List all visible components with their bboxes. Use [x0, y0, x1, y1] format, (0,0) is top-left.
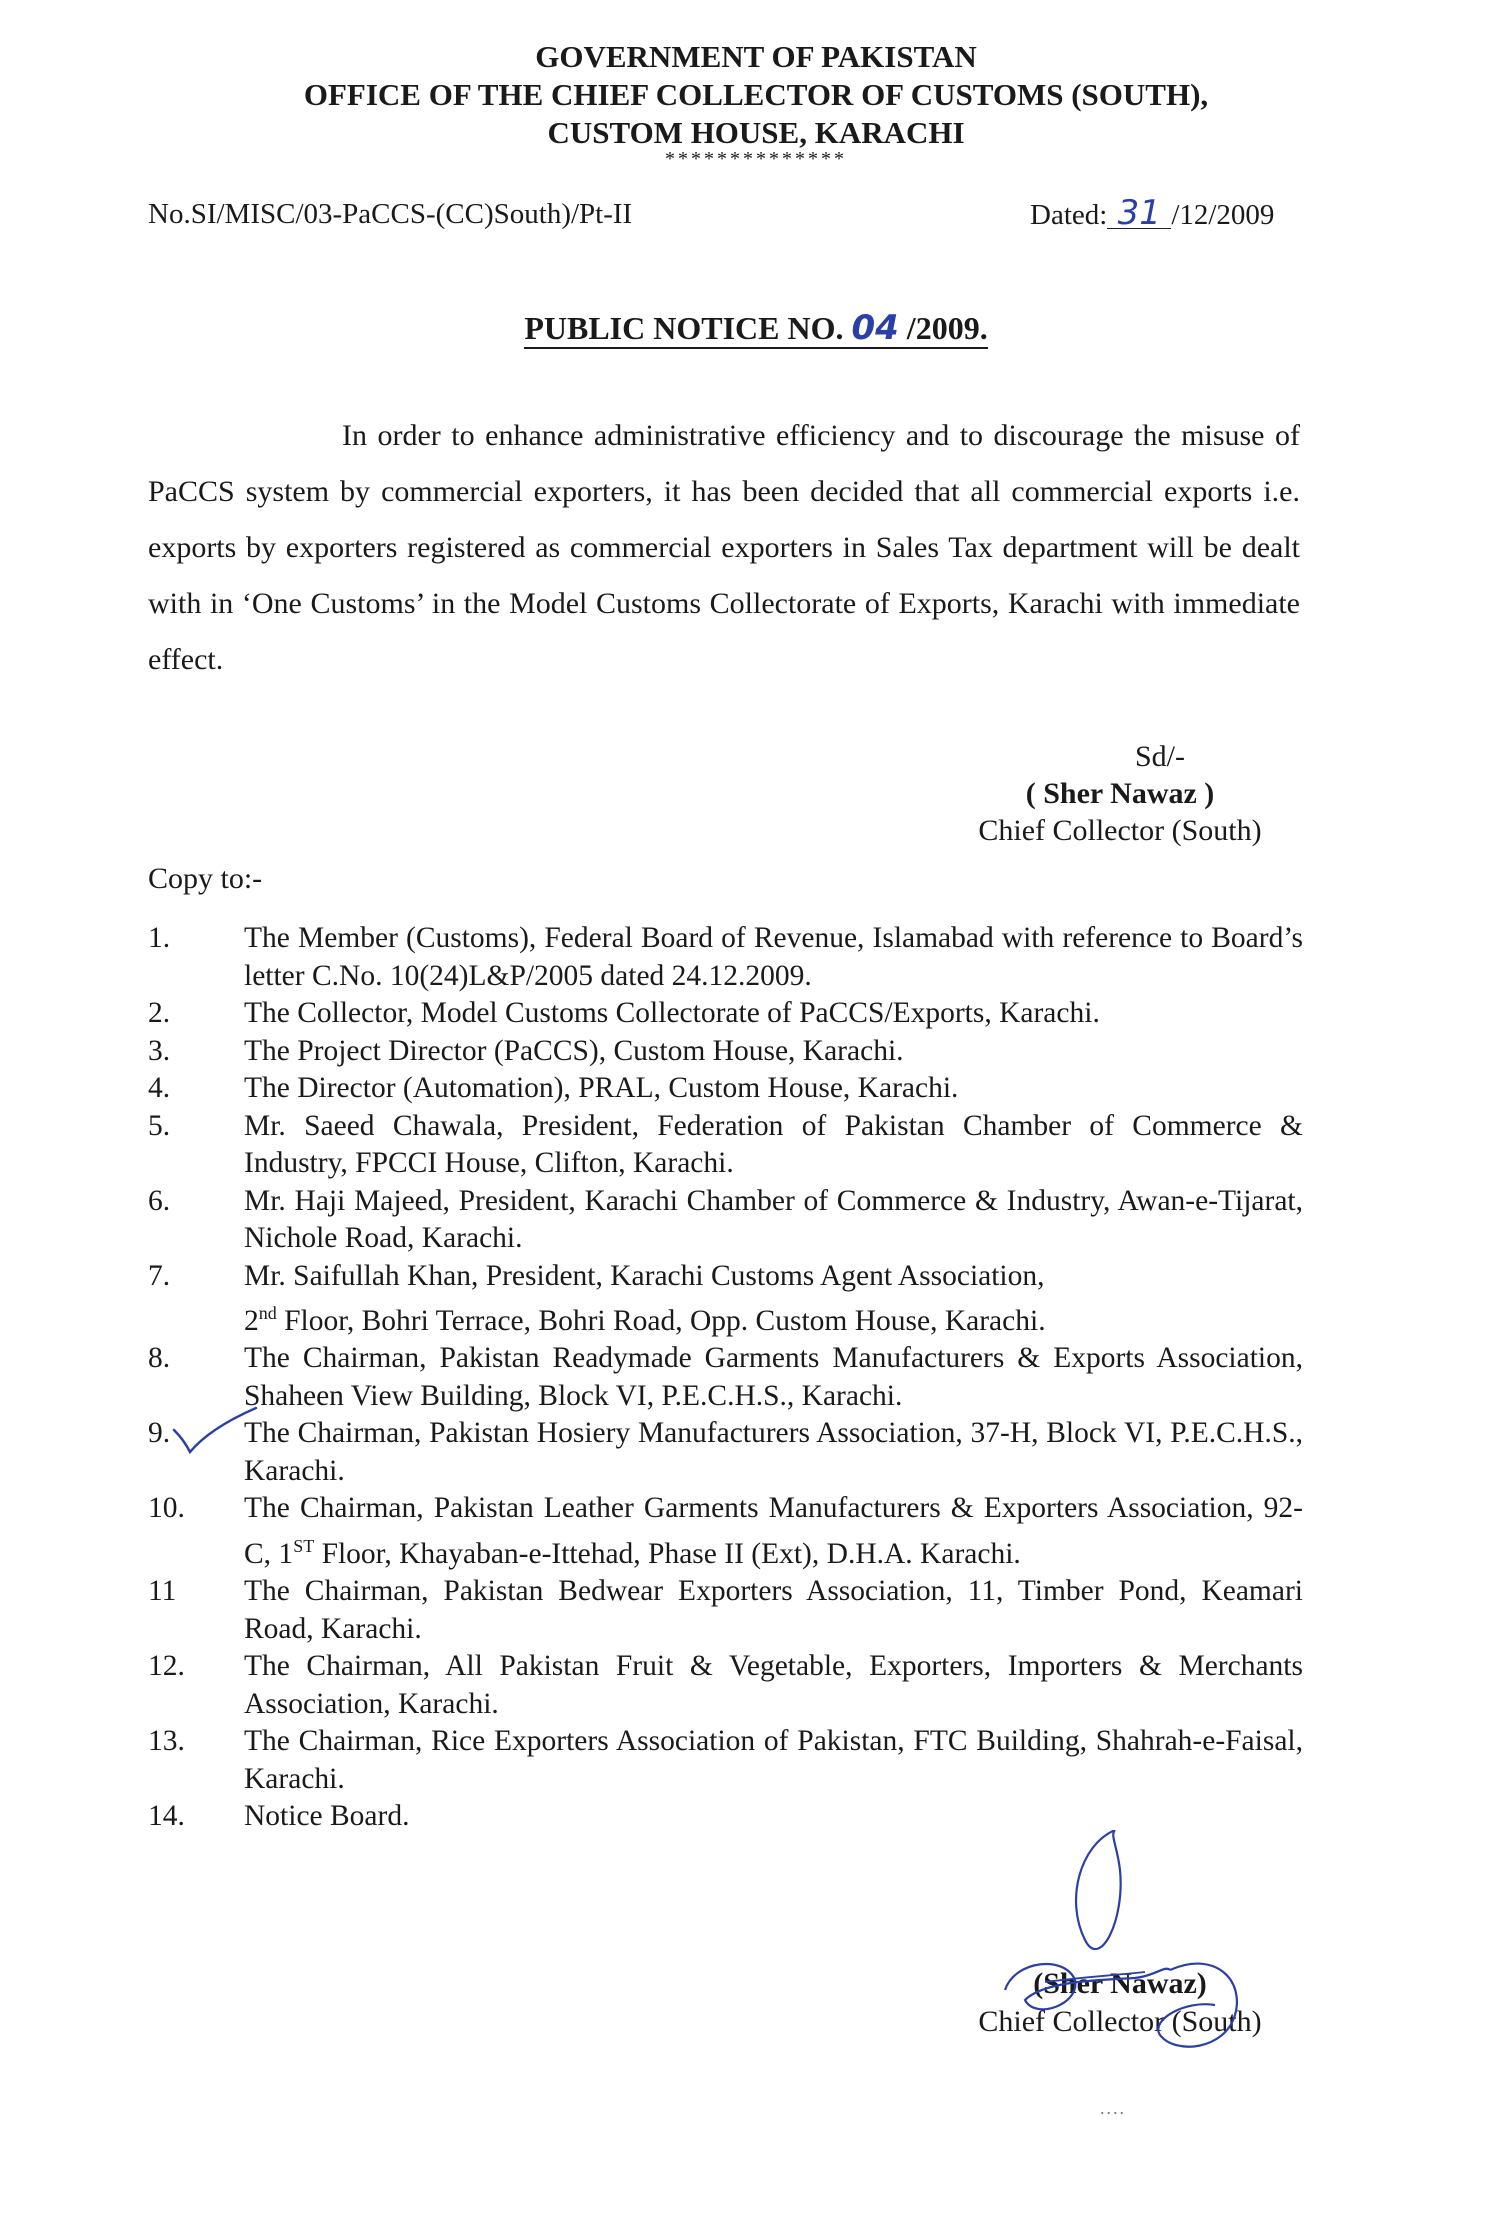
- list-item: 13. The Chairman, Rice Exporters Association of Pakistan, FTC Building, Shahrah-e-Faisal, Karachi.: [148, 1725, 1303, 1795]
- list-item: 2. The Collector, Model Customs Collectorate of PaCCS/Exports, Karachi.: [148, 997, 1100, 1029]
- copy-to-label: Copy to:-: [148, 862, 263, 895]
- notice-body: In order to enhance administrative efficiency and to discourage the misuse of PaCCS system by commercial exporters, it has been decided that all commercial exports i.e. exports by exporters registered as commercial exporters in Sales Tax department will be dealt with in ‘One Customs’ in the Model Customs Collectorate of Exports, Karachi with immediate effect.: [148, 419, 1300, 676]
- notice-number: 04: [851, 308, 899, 348]
- signatory-name-bottom: (Sher Nawaz): [1033, 1967, 1207, 2000]
- list-item: 7. Mr. Saifullah Khan, President, Karachi Customs Agent Association, 2nd Floor, Bohri Terrace, Bohri Road, Opp. Custom House, Karachi.: [148, 1259, 1046, 1337]
- list-item: 11 The Chairman, Pakistan Bedwear Exporters Association, 11, Timber Pond, Keamari Road, Karachi.: [148, 1575, 1303, 1645]
- dated-rest: /12/2009: [1171, 199, 1275, 231]
- reference-number: No.SI/MISC/03-PaCCS-(CC)South)/Pt-II: [148, 198, 633, 230]
- notice-title: [0, 308, 1512, 348]
- copy-to-list: [148, 920, 1303, 1836]
- list-item: 5. Mr. Saeed Chawala, President, Federation of Pakistan Chamber of Commerce & Industry, FPCCI House, Clifton, Karachi.: [148, 1109, 1303, 1179]
- list-item: 3. The Project Director (PaCCS), Custom House, Karachi.: [148, 1034, 904, 1067]
- dated-day: 31: [1107, 198, 1171, 229]
- header-office: OFFICE OF THE CHIEF COLLECTOR OF CUSTOMS (SOUTH),: [303, 77, 1209, 112]
- list-item: 1. The Member (Customs), Federal Board of Revenue, Islamabad with reference to Board’s letter C.No. 10(24)L&P/2005 dated 24.12.2009.: [148, 922, 1303, 992]
- signature-block-top: [940, 738, 1300, 849]
- checkmark-icon: [170, 1400, 260, 1460]
- list-item: 9. The Chairman, Pakistan Hosiery Manufacturers Association, 37-H, Block VI, P.E.C.H.S., Karachi.: [148, 1417, 1303, 1487]
- dated-label: Dated:: [1030, 199, 1108, 231]
- signatory-title: Chief Collector (South): [978, 814, 1262, 847]
- notice-title-suffix: /2009.: [906, 310, 988, 346]
- document-page: GOVERNMENT OF PAKISTAN OFFICE OF THE CHIEF COLLECTOR OF CUSTOMS (SOUTH), CUSTOM HOUSE, KARACHI ************** No.SI/MISC/03-PaCCS-(CC)South)/Pt-II Dated: 31 /12/2009 PUBLIC NOTICE NO. 04 /2009. In order to enhance administrative efficiency and to discourage the misuse of PaCCS system by commercial exporters, it has been decided that all commercial exports i.e. exports by exporters registered as commercial exporters in Sales Tax department will be dealt with in ‘One Customs’ in the Model Customs Collectorate of Exports, Karachi with immediate effect. Sd/- ( Sher Nawaz ) Chief Collector (South) Copy to:- 1. The Member (Customs), Federal Board of Revenue, Islamabad with reference to Board’s letter C.No. 10(24)L&P/2005 dated 24.12.2009. 2. The Collector, Model Customs Collectorate of PaCCS/Exports, Karachi. 3. The Project Director (PaCCS), Custom House, Karachi. 4. The Director (Automation), PRAL, Custom House, Karachi. 5. Mr. Saeed Chawala, President, Federation of Pakistan Chamber of Commerce & Industry, FPCCI House, Clifton, Karachi. 6. Mr. Haji Majeed, President, Karachi Chamber of Commerce & Industry, Awan-e-Tijarat, Nichole Road, Karachi. 7. Mr. Saifullah Khan, President, Karachi Customs Agent Association, 2nd Floor, Bohri Terrace, Bohri Road, Opp. Custom House, Karachi. 8. The Chairman, Pakistan Readymade Garments Manufacturers & Exports Association, Shaheen View Building, Block VI, P.E.C.H.S., Karachi. 9. The Chairman, Pakistan Hosiery Manufacturers Association, 37-H, Block VI, P.E.C.H.S., Karachi. 10. The Chairman, Pakistan Leather Garments Manufacturers & Exporters Association, 92-C, 1ST Floor, Khayaban-e-Ittehad, Phase II (Ext), D.H.A. Karachi. 11 The Chairman, Pakistan Bedwear Exporters Association, 11, Timber Pond, Keamari Road, Karachi. 12. The Chairman, All Pakistan Fruit & Vegetable, Exporters, Importers & Merchants Association, Karachi. 13. The Chairman, Rice Exporters Association of Pakistan, FTC Building, Shahrah-e-Faisal, Karachi. 14. Notice Board. (Sher Nawaz) Chief Collector (South) ....: [0, 0, 1512, 2216]
- list-item: 4. The Director (Automation), PRAL, Custom House, Karachi.: [148, 1072, 959, 1104]
- list-item: 10. The Chairman, Pakistan Leather Garments Manufacturers & Exporters Association, 92-C, 1ST Floor, Khayaban-e-Ittehad, Phase II (Ext), D.H.A. Karachi.: [148, 1492, 1303, 1570]
- signatory-name: ( Sher Nawaz ): [1025, 777, 1215, 810]
- date-line: [1030, 193, 1275, 233]
- list-item: 12. The Chairman, All Pakistan Fruit & Vegetable, Exporters, Importers & Merchants Association, Karachi.: [148, 1650, 1303, 1720]
- header-separator: **************: [665, 148, 847, 170]
- handwritten-signature-icon: [985, 1830, 1255, 2060]
- list-item: 6. Mr. Haji Majeed, President, Karachi Chamber of Commerce & Industry, Awan-e-Tijarat, Nichole Road, Karachi.: [148, 1184, 1303, 1254]
- sd-mark: Sd/-: [1134, 740, 1185, 773]
- header-government: GOVERNMENT OF PAKISTAN: [535, 39, 977, 74]
- notice-title-prefix: PUBLIC NOTICE NO.: [524, 310, 844, 346]
- list-item: 14. Notice Board.: [148, 1800, 410, 1833]
- list-item: 8. The Chairman, Pakistan Readymade Garments Manufacturers & Exports Association, Shaheen View Building, Block VI, P.E.C.H.S., Karachi.: [148, 1342, 1303, 1412]
- header-custom-house: CUSTOM HOUSE, KARACHI: [547, 115, 965, 150]
- signatory-title-bottom: Chief Collector (South): [978, 2005, 1262, 2038]
